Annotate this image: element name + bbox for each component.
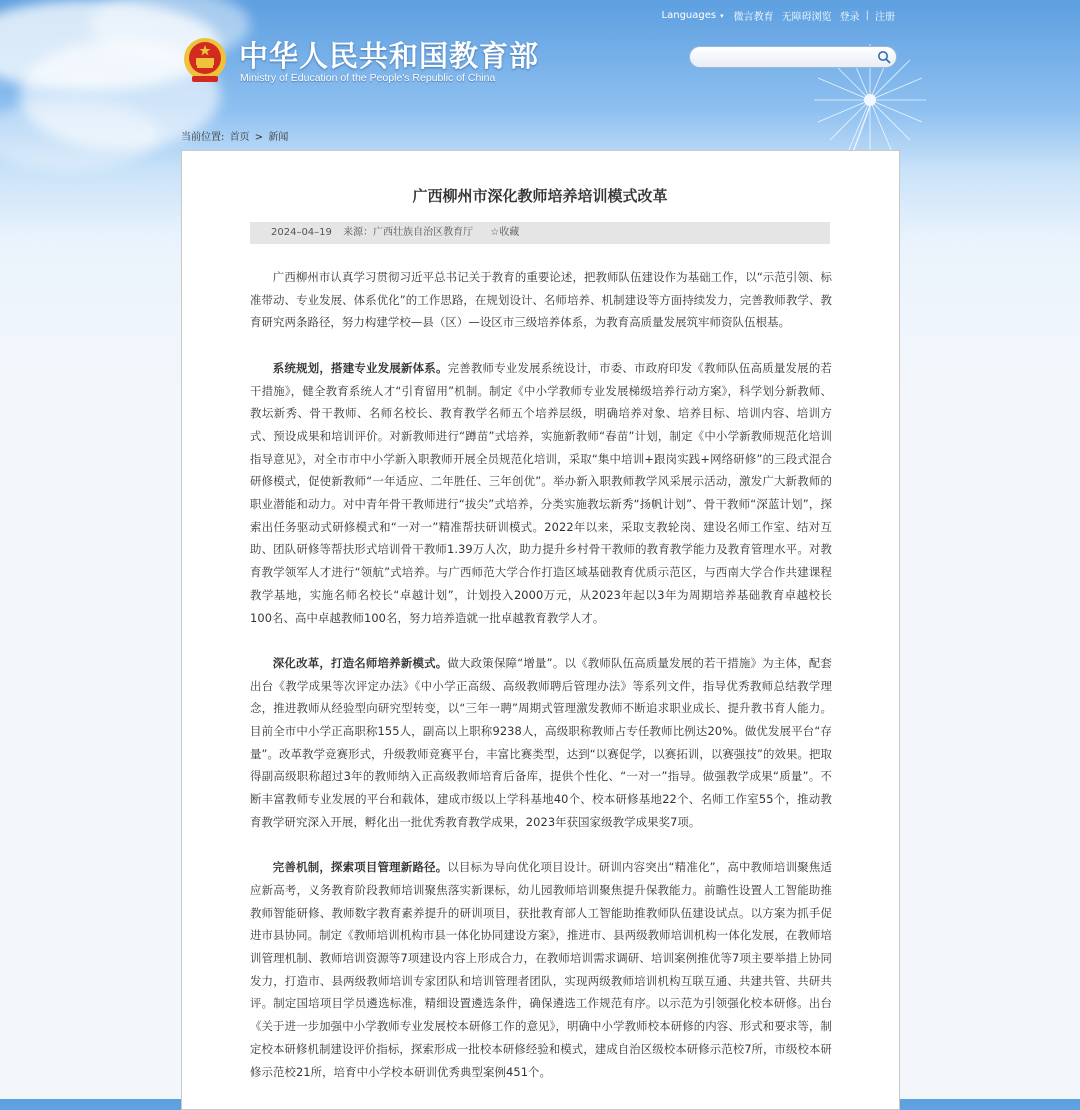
article-meta-bar (250, 222, 830, 244)
national-emblem-icon (182, 36, 228, 84)
breadcrumb-prefix: 当前位置: (181, 132, 225, 143)
cloud-decoration (0, 100, 160, 170)
site-title-en: Ministry of Education of the People's Republic of China (240, 72, 496, 84)
article-content (250, 266, 832, 1106)
search-box (689, 46, 897, 68)
site-title-cn: 中华人民共和国教育部 (239, 39, 540, 73)
article-paragraph (250, 357, 832, 629)
breadcrumb-arrow: > (254, 132, 264, 143)
search-input[interactable] (700, 48, 874, 70)
weibo-link[interactable]: 微言教育 (733, 12, 774, 23)
article-paragraph (250, 856, 832, 1083)
article-source: 来源：广西壮族自治区教育厅 (343, 227, 474, 238)
article-paragraph (250, 652, 832, 834)
favorite-button[interactable]: ☆收藏 (490, 227, 520, 238)
paragraph-body: 以目标为导向优化项目设计。研训内容突出“精准化”，高中教师培训聚焦适应新高考，义务教育阶段教师培训聚焦落实新课标，幼儿园教师培训聚焦提升保教能力。前瞻性设置人工智能助推教师智能研修、教师数字教育素养提升的研训项目，获批教育部人工智能助推教师队伍建设试点。以方案为抓手促进市县协同。制定《教师培训机构市县一体化协同建设方案》，推进市、县两级教师培训机构一体化发展，在教师培训管理机制、教师培训资源等7项建设内容上形成合力，在教师培训需求调研、培训案例推优等7项主要举措上协同发力，打造市、县两级教师培训专家团队和培训管理者团队，实现两级教师培训机构互联互通、共建共管、共研共评。制定国培项目学员遴选标准，精细设置遴选条件，确保遴选工作规范有序。以示范为引领强化校本研修。出台《关于进一步加强中小学教师专业发展校本研修工作的意见》，明确中小学教师校本研修的内容、形式和要求等，制定校本研修机制建设评价指标，探索形成一批校本研修经验和模式，建成自治区级校本研修示范校7所，市级校本研修示范校21所，培育中小学校本研训优秀典型案例451个。 (250, 860, 832, 1079)
paragraph-lead: 深化改革，打造名师培养新模式。 (272, 655, 448, 670)
languages-link[interactable]: Languages (661, 10, 717, 21)
breadcrumb (181, 128, 290, 143)
breadcrumb-current[interactable]: 新闻 (268, 132, 289, 143)
login-link[interactable]: 登录 (839, 12, 860, 23)
breadcrumb-home[interactable]: 首页 (229, 132, 250, 143)
paragraph-lead: 系统规划，搭建专业发展新体系。 (272, 360, 448, 375)
article-paragraph: 广西柳州市认真学习贯彻习近平总书记关于教育的重要论述，把教师队伍建设作为基础工作，以“示范引领、标准带动、专业发展、体系优化”的工作思路，在规划设计、名师培养、机制建设等方面持续发力，完善教师教学、教育研究两条路径，努力构建学校—县（区）—设区市三级培养体系，为教育高质量发展筑牢师资队伍根基。 (250, 270, 832, 330)
register-link[interactable]: 注册 (875, 12, 895, 23)
top-navigation (658, 8, 899, 23)
article-date: 2024–04–19 (271, 227, 332, 238)
article-title: 广西柳州市深化教师培养培训模式改革 (412, 187, 668, 205)
chevron-down-icon[interactable]: ▾ (720, 11, 724, 20)
accessibility-link[interactable]: 无障碍浏览 (781, 12, 832, 23)
paragraph-body: 完善教师专业发展系统设计，市委、市政府印发《教师队伍高质量发展的若干措施》，健全教育系统人才“引育留用”机制。制定《中小学教师专业发展梯级培养行动方案》，科学划分新教师、教坛新秀、骨干教师、名师名校长、教育教学名师五个培养层级，明确培养对象、培养目标、培训内容、培训方式、预设成果和培训评价。对新教师进行“蹲苗”式培养，实施新教师“春苗”计划，制定《中小学新教师规范化培训指导意见》，对全市市中小学新入职教师开展全员规范化培训，采取“集中培训+跟岗实践+网络研修”的三段式混合研修模式，促使新教师“一年适应、二年胜任、三年创优”。举办新入职教师教学风采展示活动，激发广大新教师的职业潜能和动力。对中青年骨干教师进行“拔尖”式培养，分类实施教坛新秀“扬帆计划”、骨干教师“深蓝计划”，探索出任务驱动式研修模式和“一对一”精准帮扶研训模式。2022年以来，采取支教轮岗、建设名师工作室、结对互助、团队研修等帮扶形式培训骨干教师1.39万人次，助力提升乡村骨干教师的教育教学能力及教育管理水平。对教育教学领军人才进行“领航”式培养。与广西师范大学合作打造区域基础教育优质示范区，与西南大学合作共建课程教学基地，实施名师名校长“卓越计划”，计划投入2000万元，从2023年起以3年为周期培养基础教育卓越校长100名、高中卓越教师100名，努力培养造就一批卓越教育教学人才。 (250, 360, 832, 625)
nav-separator: | (865, 10, 869, 21)
search-icon[interactable] (877, 50, 891, 64)
paragraph-body: 做大政策保障“增量”。以《教师队伍高质量发展的若干措施》为主体，配套出台《教学成果等次评定办法》《中小学正高级、高级教师聘后管理办法》等系列文件，指导优秀教师总结教学理念，推进教师从经验型向研究型转变，以“三年一聘”周期式管理激发教师不断追求职业成长、提升教书育人能力。目前全市中小学正高职称155人，副高以上职称9238人，高级职称教师占专任教师比例达20%。做优发展平台“存量”。改革教学竞赛形式，升级教师竞赛平台，丰富比赛类型，达到“以赛促学，以赛拓训，以赛强技”的效果。把取得副高级职称超过3年的教师纳入正高级教师培育后备库，提供个性化、“一对一”指导。做强教学成果“质量”。不断丰富教师专业发展的平台和载体，建成市级以上学科基地40个、校本研修基地22个、名师工作室55个，推动教育教学研究深入开展，孵化出一批优秀教育教学成果，2023年获国家级教学成果奖7项。 (250, 655, 832, 829)
paragraph-lead: 完善机制，探索项目管理新路径。 (272, 860, 448, 875)
